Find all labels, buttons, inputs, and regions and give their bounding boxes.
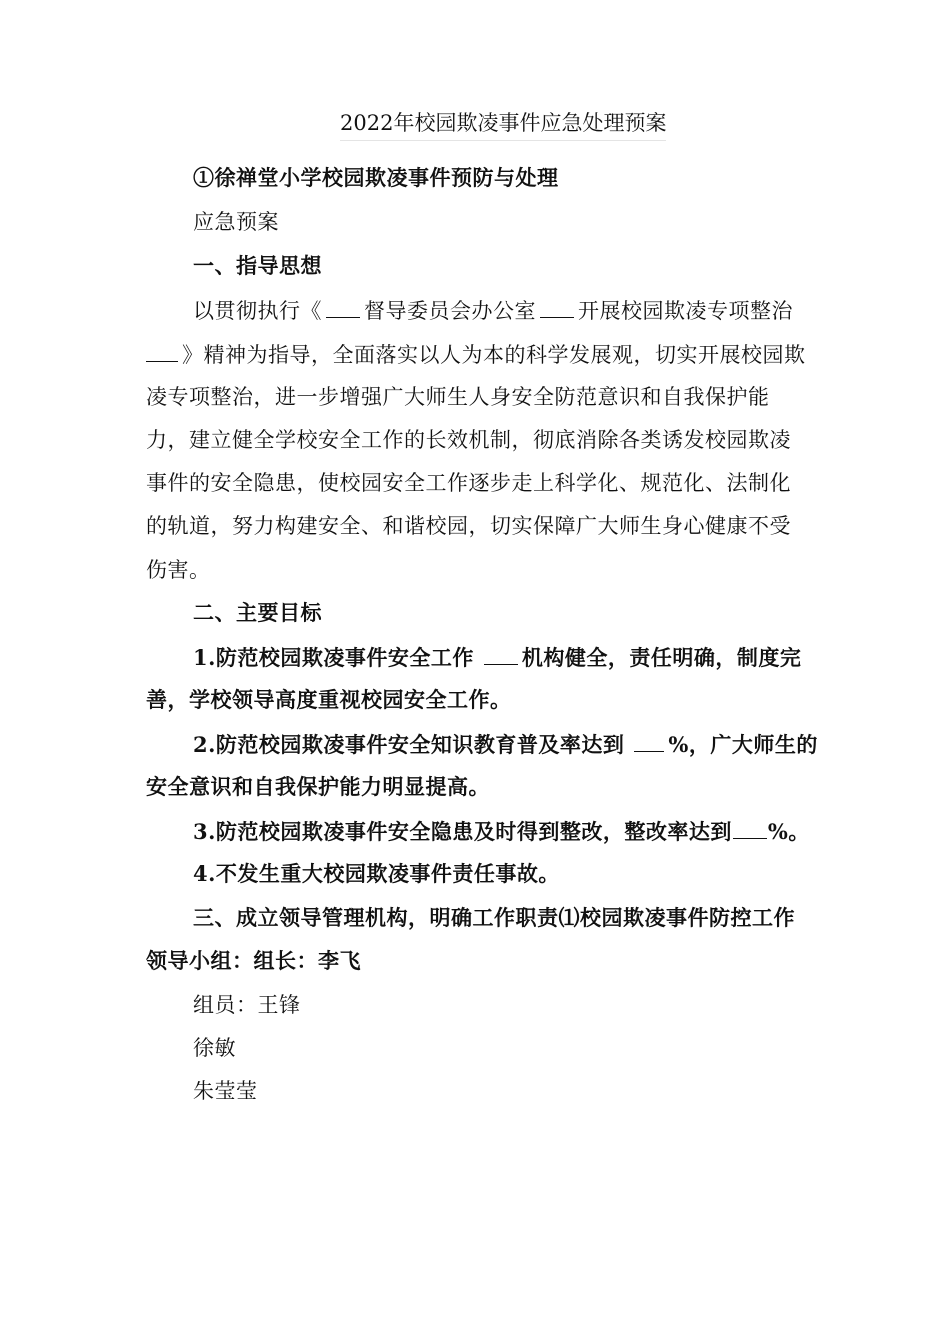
text-segment: 督导委员会办公室 <box>364 299 536 323</box>
heading-school-plan: ①徐禅堂小学校园欺凌事件预防与处理 <box>193 165 559 190</box>
section-1-line-5: 事件的安全隐患，使校园安全工作逐步走上科学化、规范化、法制化 <box>146 471 791 495</box>
text-segment: 3.防范校园欺凌事件安全隐患及时得到整改，整改率达到 <box>193 819 732 844</box>
section-3-line-2: 领导小组：组长：李飞 <box>146 948 361 973</box>
goal-3-line <box>193 816 810 847</box>
fill-blank <box>634 729 664 752</box>
text-segment: 2.防范校园欺凌事件安全知识教育普及率达到 <box>193 732 625 757</box>
section-1-line-4: 力，建立健全学校安全工作的长效机制，彻底消除各类诱发校园欺凌 <box>146 428 791 452</box>
fill-blank <box>540 295 574 318</box>
section-1-line-2 <box>146 339 806 370</box>
section-1-line-7: 伤害。 <box>146 558 211 582</box>
goal-4-line: 4.不发生重大校园欺凌事件责任事故。 <box>193 861 560 886</box>
text-segment: 机构健全，责任明确，制度完 <box>521 645 802 670</box>
section-1-line-1 <box>193 295 793 326</box>
fill-blank <box>484 642 518 665</box>
member-line-1: 组员：王锋 <box>193 993 301 1017</box>
goal-1-line-2: 善，学校领导高度重视校园安全工作。 <box>146 687 512 712</box>
text-segment: 开展校园欺凌专项整治 <box>578 299 793 323</box>
text-segment: 以贯彻执行《 <box>193 299 322 323</box>
heading-emergency-plan: 应急预案 <box>193 210 279 234</box>
goal-1-line-1 <box>193 642 801 673</box>
member-line-3: 朱莹莹 <box>193 1079 258 1103</box>
section-3-line-1: 三、成立领导管理机构，明确工作职责⑴校园欺凌事件防控工作 <box>193 905 795 930</box>
fill-blank <box>326 295 360 318</box>
goal-2-line-2: 安全意识和自我保护能力明显提高。 <box>146 774 490 799</box>
text-segment: 1.防范校园欺凌事件安全工作 <box>193 645 474 670</box>
section-1-line-3: 凌专项整治，进一步增强广大师生人身安全防范意识和自我保护能 <box>146 385 770 409</box>
fill-blank <box>146 339 178 362</box>
section-2-title: 二、主要目标 <box>193 600 322 625</box>
goal-2-line-1 <box>193 729 818 760</box>
section-1-title: 一、指导思想 <box>193 253 322 278</box>
section-1-line-6: 的轨道，努力构建安全、和谐校园，切实保障广大师生身心健康不受 <box>146 514 791 538</box>
document-title: 2022年校园欺凌事件应急处理预案 <box>340 108 666 141</box>
text-segment: %。 <box>767 819 810 844</box>
fill-blank <box>733 816 767 839</box>
text-segment: 》精神为指导，全面落实以人为本的科学发展观，切实开展校园欺 <box>182 343 806 367</box>
text-segment: %，广大师生的 <box>668 732 818 757</box>
member-line-2: 徐敏 <box>193 1036 236 1060</box>
